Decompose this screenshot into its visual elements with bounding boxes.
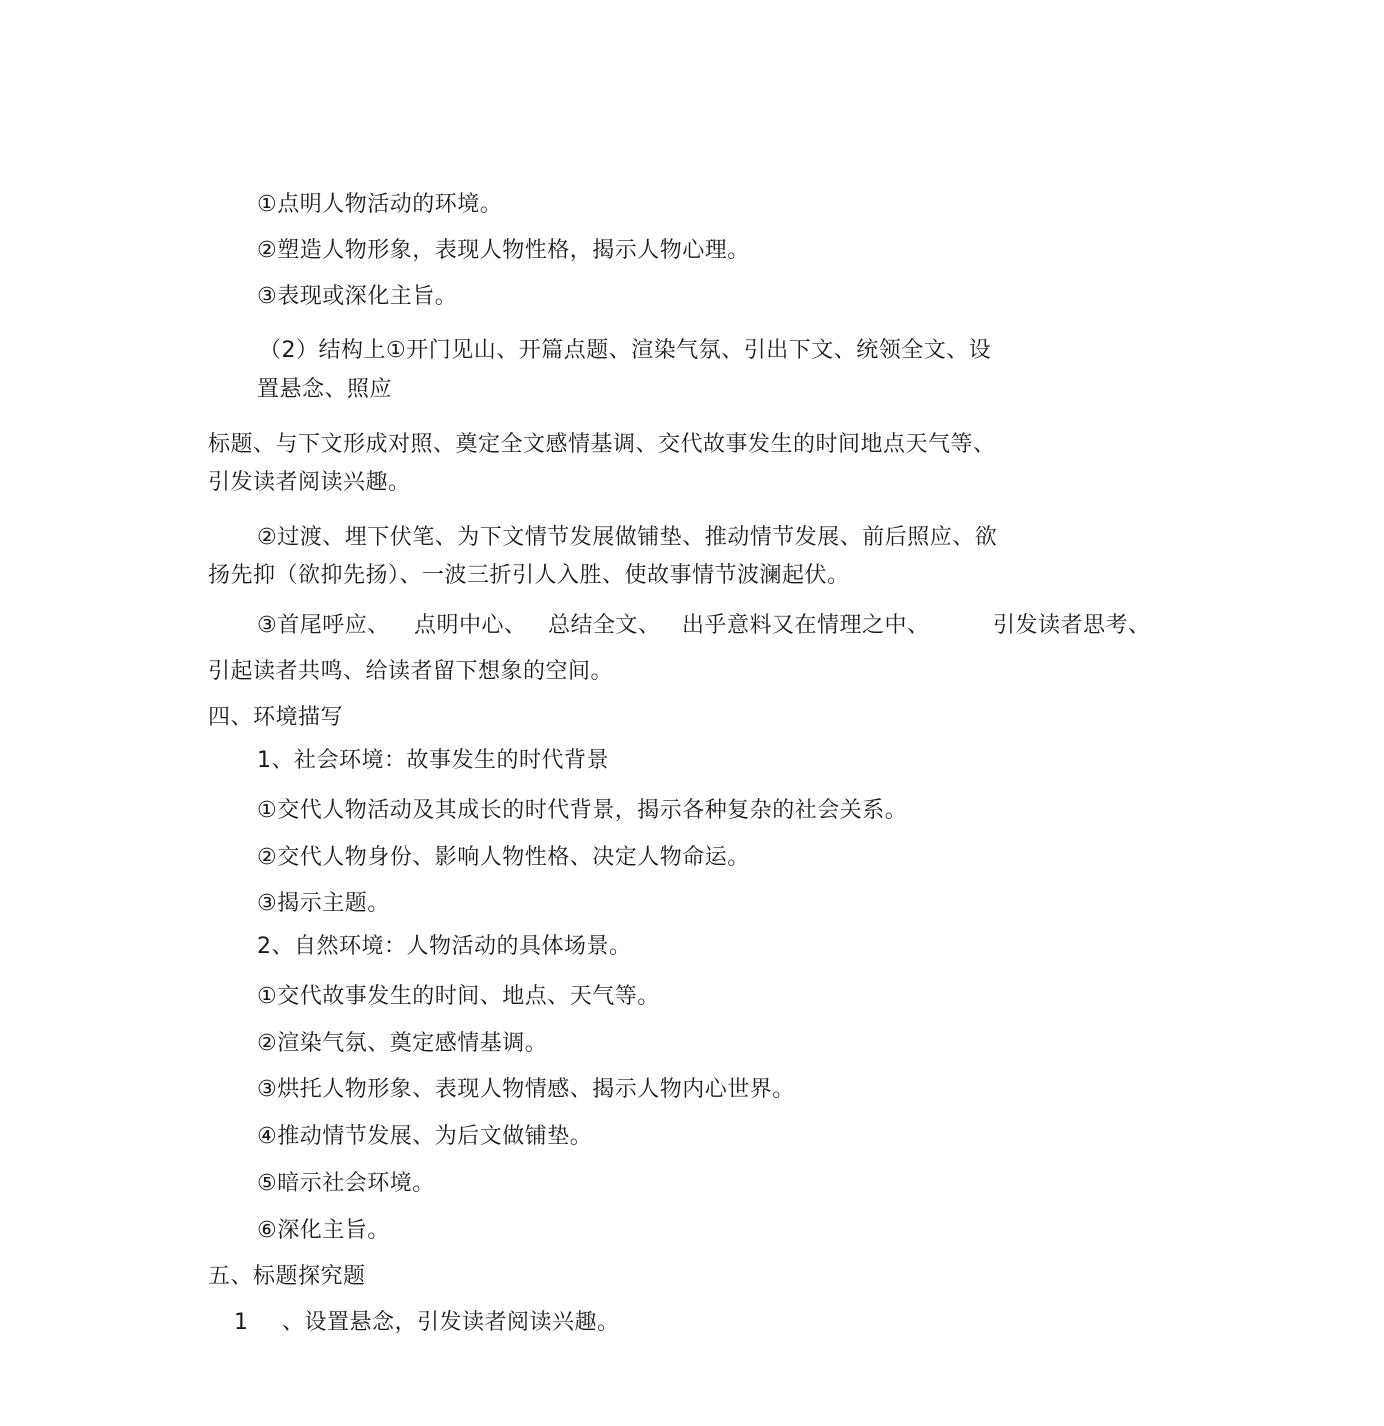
text-line: ⑥深化主旨。 [257, 1218, 390, 1243]
text-line: 引起读者共鸣、给读者留下想象的空间。 [208, 659, 614, 684]
text-segment: 点明中心、 [414, 613, 527, 638]
text-line: ②渲染气氛、奠定感情基调。 [257, 1031, 548, 1056]
text-line: 扬先抑（欲抑先扬）、一波三折引人入胜、使故事情节波澜起伏。 [208, 563, 850, 588]
text-line: ③表现或深化主旨。 [257, 284, 458, 309]
text-line: ②过渡、埋下伏笔、为下文情节发展做铺垫、推动情节发展、前后照应、欲 [257, 525, 998, 550]
text-line: ②塑造人物形象，表现人物性格，揭示人物心理。 [257, 238, 750, 263]
list-number: 1 [234, 1310, 249, 1335]
text-line: ①交代人物活动及其成长的时代背景，揭示各种复杂的社会关系。 [257, 798, 908, 823]
text-line: ③揭示主题。 [257, 891, 390, 916]
text-line: ②交代人物身份、影响人物性格、决定人物命运。 [257, 845, 750, 870]
subsection-heading: 1、社会环境：故事发生的时代背景 [257, 748, 609, 773]
subsection-heading: 2、自然环境：人物活动的具体场景。 [257, 934, 632, 959]
text-line: ⑤暗示社会环境。 [257, 1171, 435, 1196]
section-heading: 四、环境描写 [208, 705, 344, 730]
text-line: ①点明人物活动的环境。 [257, 192, 503, 217]
text-line: （2）结构上①开门见山、开篇点题、渲染气氛、引出下文、统领全文、设 [259, 338, 992, 363]
text-line: 引发读者阅读兴趣。 [208, 470, 411, 495]
text-segment: 引发读者思考、 [993, 613, 1151, 638]
text-segment: 出乎意料又在情理之中、 [682, 613, 930, 638]
text-line: 、设置悬念，引发读者阅读兴趣。 [282, 1310, 620, 1335]
section-heading: 五、标题探究题 [208, 1264, 366, 1289]
text-line: ③烘托人物形象、表现人物情感、揭示人物内心世界。 [257, 1077, 795, 1102]
text-line: 标题、与下文形成对照、奠定全文感情基调、交代故事发生的时间地点天气等、 [208, 432, 996, 457]
text-segment: ③首尾呼应、 [257, 613, 390, 638]
text-line: ①交代故事发生的时间、地点、天气等。 [257, 984, 660, 1009]
text-line: 置悬念、照应 [257, 377, 393, 402]
text-segment: 总结全文、 [548, 613, 661, 638]
text-line: ④推动情节发展、为后文做铺垫。 [257, 1124, 593, 1149]
